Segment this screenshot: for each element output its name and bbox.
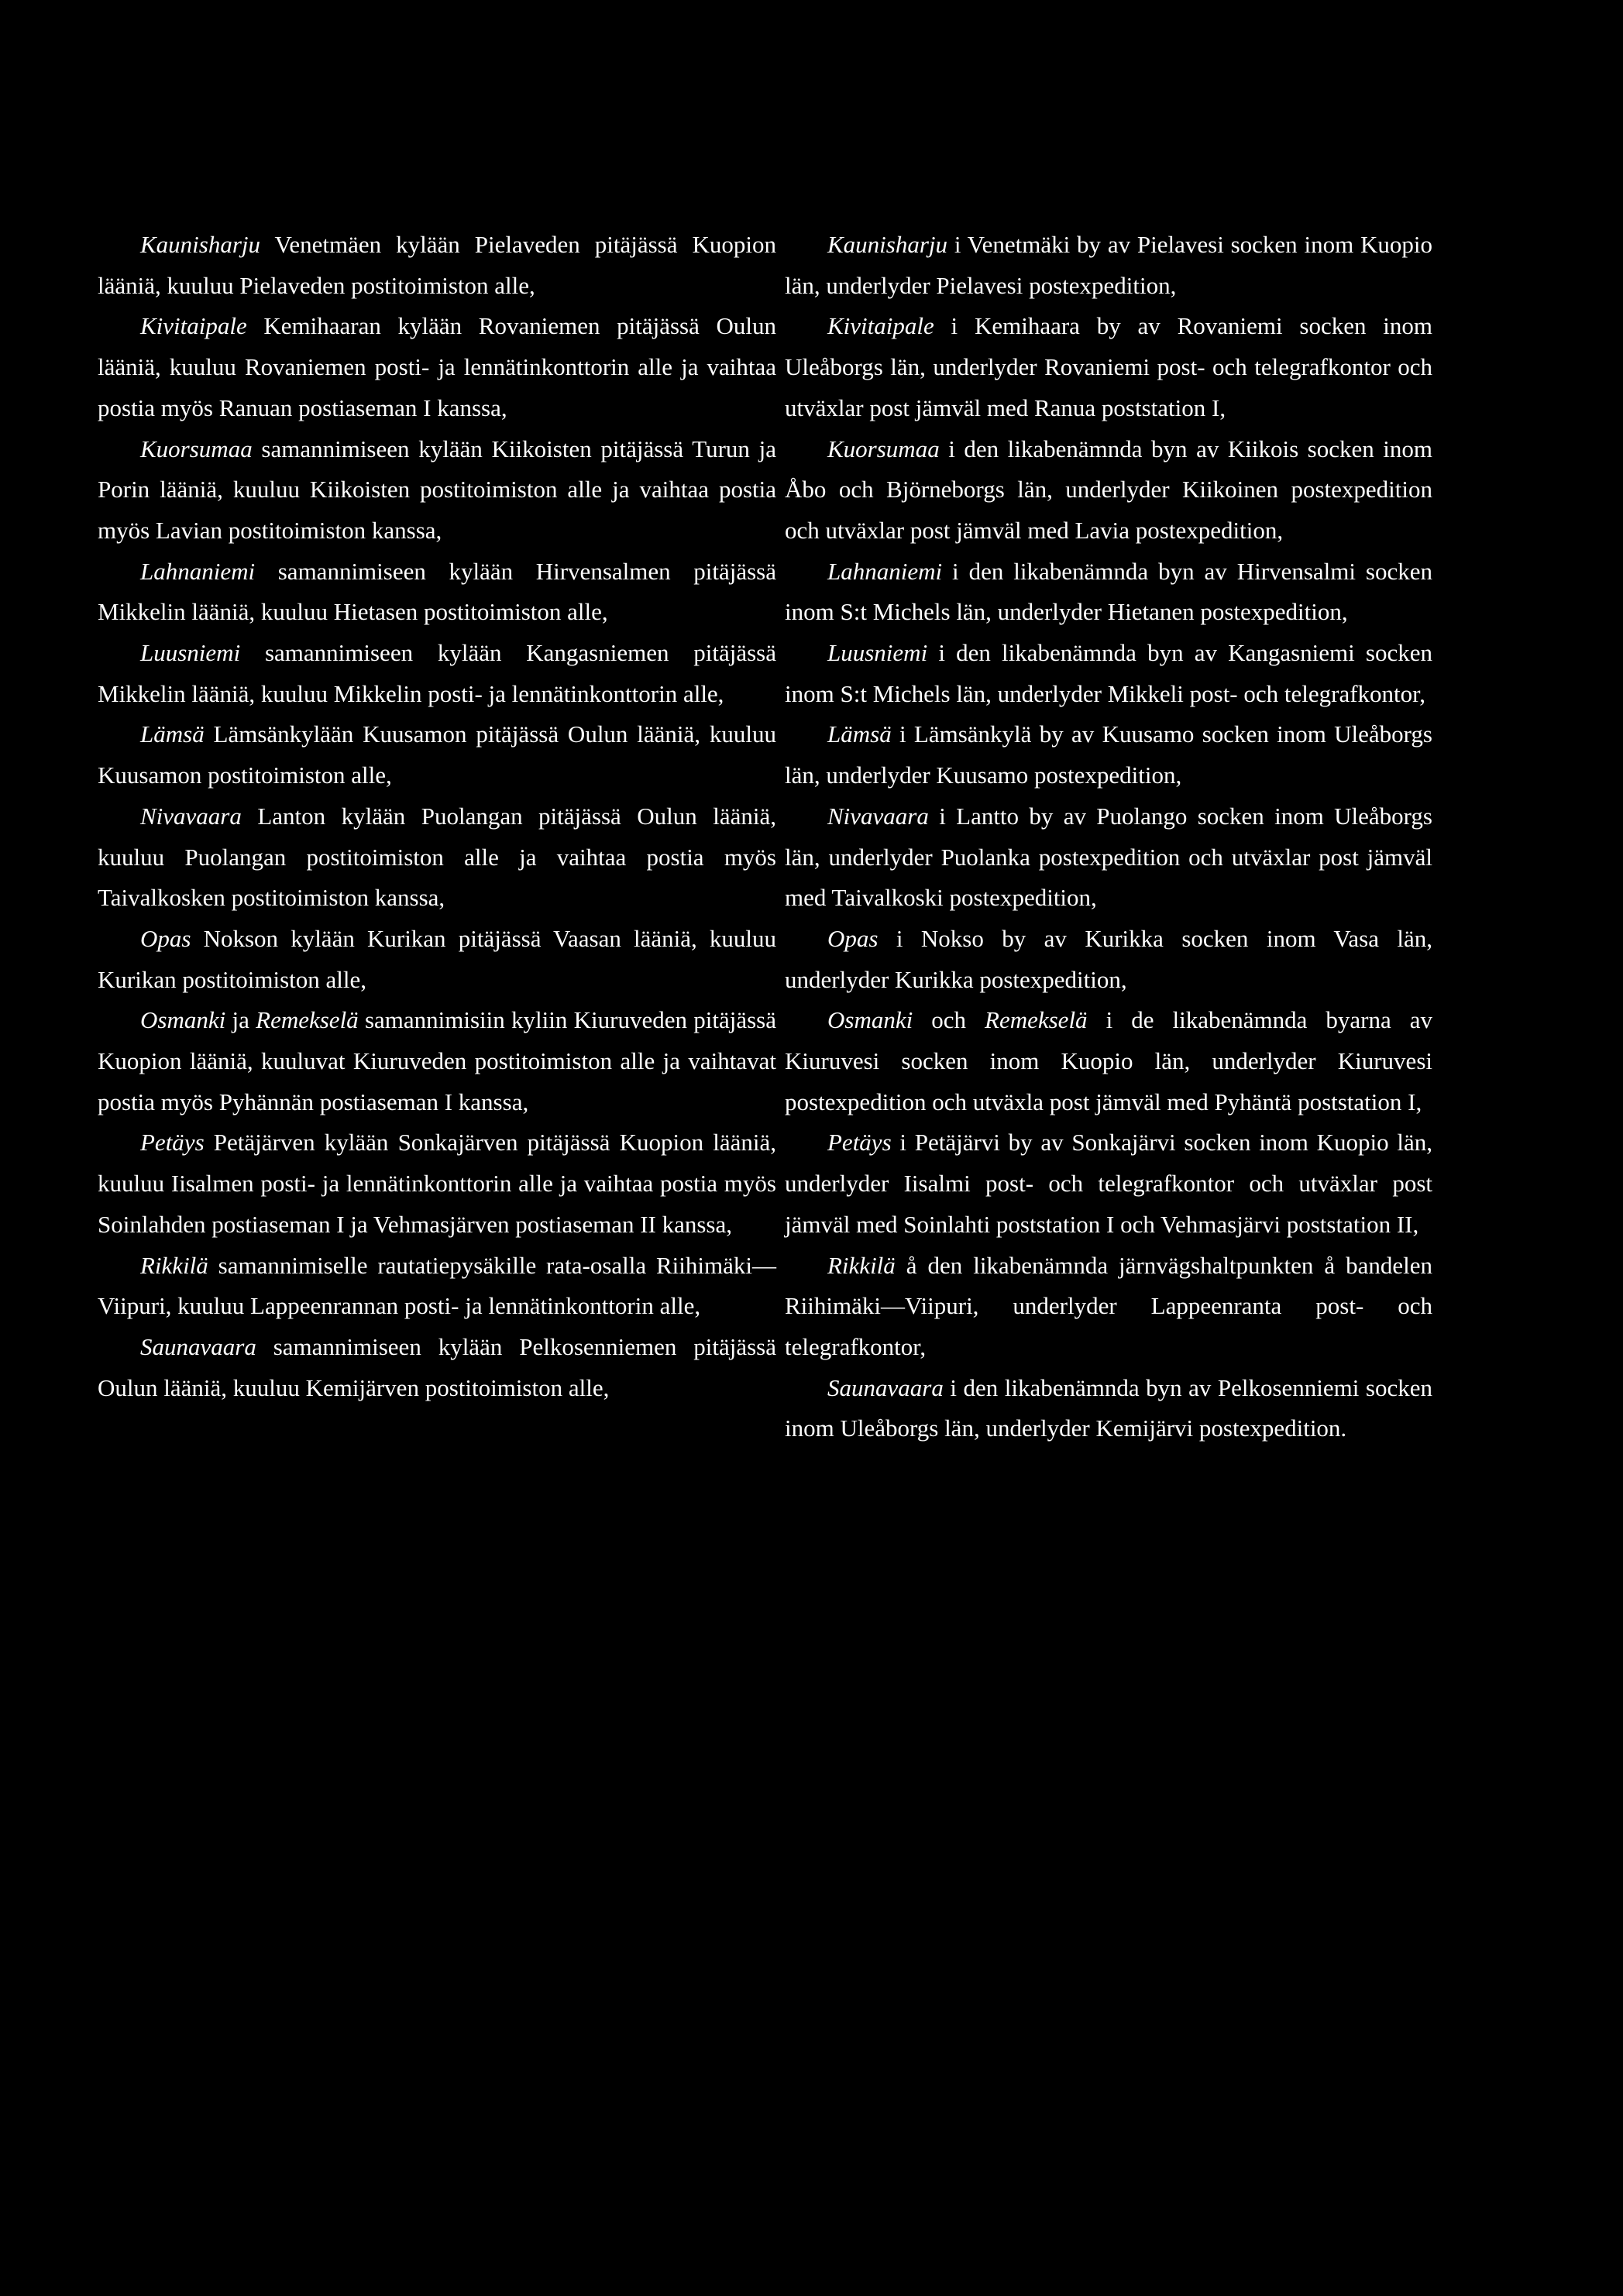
entry-name: Lahnaniemi: [140, 557, 256, 585]
entry-luusniemi-fi: [98, 633, 776, 714]
entry-name: Kivitaipale: [140, 312, 247, 340]
entry-text: samannimiseen kylään Kiikoisten pitäjässä Turun ja Porin lääniä, kuuluu Kiikoisten postitoimiston alle ja vaihtaa postia myös Lavian postitoimiston kanssa,: [98, 435, 776, 544]
entry-name: Saunavaara: [827, 1373, 944, 1401]
entry-osmanki-remeksela-fi: [98, 1000, 776, 1122]
entry-text: Lanton kylään Puolangan pitäjässä Oulun lääniä, kuuluu Puolangan postitoimiston alle ja vaihtaa postia myös Taivalkosken postitoimiston kanssa,: [98, 802, 776, 912]
entry-name: Petäys: [827, 1129, 892, 1157]
entry-text: i Lantto by av Puolango socken inom Uleåborgs län, underlyder Puolanka postexpedition och utväxlar post jämväl med Taivalkoski postexpedition,: [785, 802, 1432, 912]
entry-name: Lahnaniemi: [827, 557, 943, 585]
entry-rikkila-sv: [785, 1246, 1432, 1368]
entry-text: i den likabenämnda byn av Pelkosenniemi socken inom Uleåborgs län, underlyder Kemijärvi postexpedition.: [785, 1373, 1432, 1442]
entry-kivitaipale-sv: [785, 306, 1432, 428]
entry-text: i de likabenämnda byarna av Kiuruvesi socken inom Kuopio län, underlyder Kiuruvesi postexpedition och utväxla post jämväl med Pyhäntä poststation I,: [785, 1006, 1432, 1115]
entry-name: Opas: [827, 924, 879, 952]
entry-petays-sv: [785, 1122, 1432, 1245]
entry-text: samannimiseen kylään Kangasniemen pitäjässä Mikkelin lääniä, kuuluu Mikkelin posti- ja lennätinkonttorin alle,: [98, 639, 776, 707]
entry-name: Kuorsumaa: [140, 435, 253, 462]
entry-text: Venetmäen kylään Pielaveden pitäjässä Kuopion lääniä, kuuluu Pielaveden postitoimiston alle,: [98, 231, 776, 299]
entry-text: Nokson kylään Kurikan pitäjässä Vaasan lääniä, kuuluu Kurikan postitoimiston alle,: [98, 924, 776, 993]
entry-name: Luusniemi: [827, 639, 928, 667]
entry-text: samannimiselle rautatiepysäkille rata-osalla Riihimäki—Viipuri, kuuluu Lappeenrannan posti- ja lennätinkonttorin alle,: [98, 1251, 776, 1320]
entry-kaunisharju-sv: [785, 225, 1432, 306]
entry-luusniemi-sv: [785, 633, 1432, 714]
entry-name: Nivavaara: [827, 802, 929, 830]
entry-text: samannimiseen kylään Pelkosenniemen pitäjässä Oulun lääniä, kuuluu Kemijärven postitoimiston alle,: [98, 1332, 776, 1401]
entry-lamsa-sv: [785, 714, 1432, 796]
entry-nivavaara-sv: [785, 796, 1432, 919]
entry-name-second: Remekselä: [256, 1006, 359, 1034]
entry-opas-fi: [98, 919, 776, 1000]
entry-text: i Nokso by av Kurikka socken inom Vasa län, underlyder Kurikka postexpedition,: [785, 924, 1432, 993]
entry-saunavaara-fi: [98, 1327, 776, 1408]
entry-lamsa-fi: [98, 714, 776, 796]
entry-name: Luusniemi: [140, 639, 241, 667]
entry-text: i den likabenämnda byn av Kiikois socken inom Åbo och Björneborgs län, underlyder Kiikoinen postexpedition och utväxlar post jämväl med Lavia postexpedition,: [785, 435, 1432, 544]
entry-name: Kivitaipale: [827, 312, 934, 340]
finnish-column: [98, 225, 776, 1408]
entry-name: Lämsä: [827, 720, 892, 748]
entry-connector: ja: [225, 1006, 256, 1034]
entry-name: Kaunisharju: [140, 231, 261, 258]
entry-name: Petäys: [140, 1129, 205, 1157]
entry-text: i den likabenämnda byn av Kangasniemi socken inom S:t Michels län, underlyder Mikkeli post- och telegrafkontor,: [785, 639, 1432, 707]
entry-text: i Petäjärvi by av Sonkajärvi socken inom Kuopio län, underlyder Iisalmi post- och telegrafkontor och utväxlar post jämväl med Soinlahti poststation I och Vehmasjärvi poststation II,: [785, 1129, 1432, 1238]
entry-text: å den likabenämnda järnvägshaltpunkten å bandelen Riihimäki—Viipuri, underlyder Lappeenranta post- och telegrafkontor,: [785, 1251, 1432, 1360]
entry-lahnaniemi-sv: [785, 552, 1432, 633]
entry-text: Petäjärven kylään Sonkajärven pitäjässä Kuopion lääniä, kuuluu Iisalmen posti- ja lennätinkonttorin alle ja vaihtaa postia myös Soinlahden postiaseman I ja Vehmasjärven postiaseman II kanssa,: [98, 1129, 776, 1238]
entry-name: Rikkilä: [140, 1251, 208, 1279]
entry-name: Opas: [140, 924, 191, 952]
entry-text: i den likabenämnda byn av Hirvensalmi socken inom S:t Michels län, underlyder Hietanen postexpedition,: [785, 557, 1432, 626]
entry-kuorsumaa-sv: [785, 429, 1432, 552]
entry-text: i Kemihaara by av Rovaniemi socken inom Uleåborgs län, underlyder Rovaniemi post- och telegrafkontor och utväxlar post jämväl med Ranua poststation I,: [785, 312, 1432, 421]
entry-petays-fi: [98, 1122, 776, 1245]
entry-rikkila-fi: [98, 1246, 776, 1327]
entry-text: Lämsänkylään Kuusamon pitäjässä Oulun lääniä, kuuluu Kuusamon postitoimiston alle,: [98, 720, 776, 789]
entry-name: Osmanki: [827, 1006, 913, 1034]
entry-opas-sv: [785, 919, 1432, 1000]
entry-kuorsumaa-fi: [98, 429, 776, 552]
entry-name: Osmanki: [140, 1006, 226, 1034]
entry-connector: och: [913, 1006, 985, 1034]
entry-kivitaipale-fi: [98, 306, 776, 428]
entry-name: Lämsä: [140, 720, 205, 748]
entry-name: Kuorsumaa: [827, 435, 940, 462]
entry-kaunisharju-fi: [98, 225, 776, 306]
entry-text: i Venetmäki by av Pielavesi socken inom Kuopio län, underlyder Pielavesi postexpedition,: [785, 231, 1432, 299]
entry-name: Kaunisharju: [827, 231, 948, 258]
entry-name: Saunavaara: [140, 1332, 256, 1360]
entry-saunavaara-sv: [785, 1368, 1432, 1449]
entry-text: Kemihaaran kylään Rovaniemen pitäjässä Oulun lääniä, kuuluu Rovaniemen posti- ja lennätinkonttorin alle ja vaihtaa postia myös Ranuan postiaseman I kanssa,: [98, 312, 776, 421]
swedish-column: [785, 225, 1432, 1449]
entry-text: samannimisiin kyliin Kiuruveden pitäjässä Kuopion lääniä, kuuluvat Kiuruveden postitoimiston alle ja vaihtavat postia myös Pyhännän postiaseman I kanssa,: [98, 1006, 777, 1115]
entry-text: i Lämsänkylä by av Kuusamo socken inom Uleåborgs län, underlyder Kuusamo postexpedition,: [785, 720, 1432, 789]
entry-name-second: Remekselä: [985, 1006, 1088, 1034]
entry-text: samannimiseen kylään Hirvensalmen pitäjässä Mikkelin lääniä, kuuluu Hietasen postitoimiston alle,: [98, 557, 776, 626]
entry-osmanki-remeksela-sv: [785, 1000, 1432, 1122]
entry-lahnaniemi-fi: [98, 552, 776, 633]
entry-name: Rikkilä: [827, 1251, 896, 1279]
entry-name: Nivavaara: [140, 802, 242, 830]
entry-nivavaara-fi: [98, 796, 776, 919]
